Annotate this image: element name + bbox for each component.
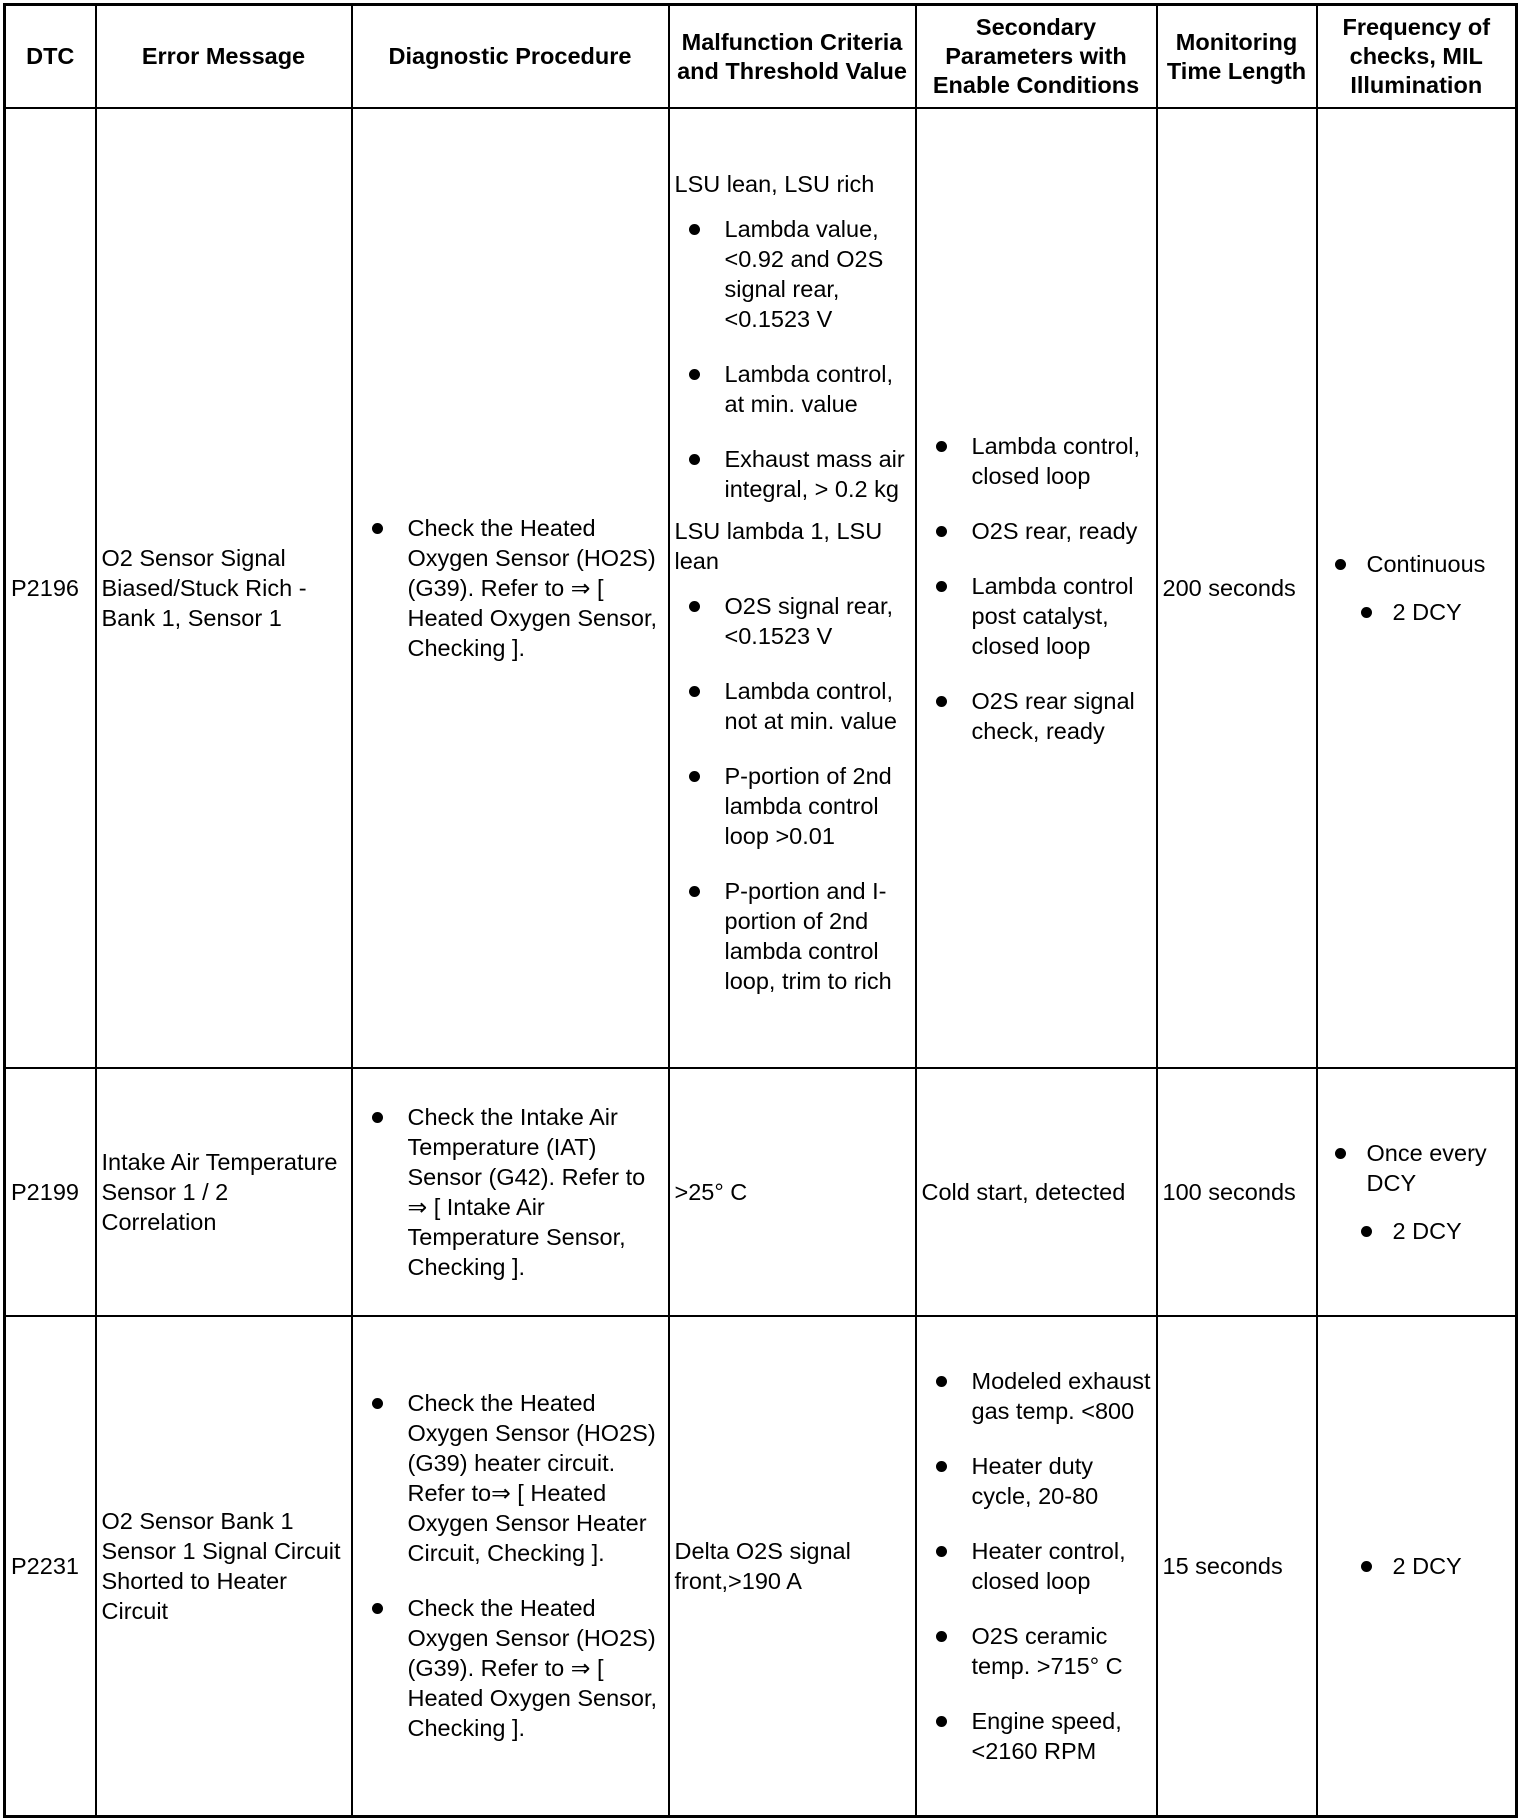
secondary-item: Heater control, closed loop	[922, 1536, 1151, 1596]
table-row	[5, 108, 1517, 1068]
criteria-item: Lambda control, not at min. value	[675, 676, 910, 736]
secondary-item: Modeled exhaust gas temp. <800	[922, 1366, 1151, 1426]
error-message: O2 Sensor Bank 1 Sensor 1 Signal Circuit Shorted to Heater Circuit	[96, 1316, 352, 1816]
diagnostic-procedure	[352, 1316, 669, 1816]
monitoring-time: 100 seconds	[1157, 1068, 1317, 1316]
header-diagnostic-procedure: Diagnostic Procedure	[352, 5, 669, 109]
error-message: Intake Air Temperature Sensor 1 / 2 Correlation	[96, 1068, 352, 1316]
criteria-item: O2S signal rear, <0.1523 V	[675, 591, 910, 651]
frequency-item: 2 DCY	[1349, 1551, 1511, 1581]
criteria-group-title: LSU lean, LSU rich	[674, 170, 875, 197]
diagnostic-procedure	[352, 108, 669, 1068]
frequency	[1317, 108, 1517, 1068]
table-row	[5, 1068, 1517, 1316]
procedure-item: Check the Heated Oxygen Sensor (HO2S) (G39). Refer to ⇒ [ Heated Oxygen Sensor, Checking ].	[358, 1593, 663, 1743]
dtc-code: P2196	[5, 108, 96, 1068]
criteria-item: P-portion of 2nd lambda control loop >0.01	[675, 761, 910, 851]
frequency-item: 2 DCY	[1349, 597, 1511, 627]
secondary-item: Heater duty cycle, 20-80	[922, 1451, 1151, 1511]
criteria-item: Exhaust mass air integral, > 0.2 kg	[675, 444, 910, 504]
header-error-message: Error Message	[96, 5, 352, 109]
secondary-item: O2S ceramic temp. >715° C	[922, 1621, 1151, 1681]
criteria-group-title: LSU lambda 1, LSU lean	[674, 517, 883, 574]
secondary-item: O2S rear, ready	[922, 516, 1151, 546]
header-dtc: DTC	[5, 5, 96, 109]
dtc-code: P2199	[5, 1068, 96, 1316]
error-message: O2 Sensor Signal Biased/Stuck Rich - Bank 1, Sensor 1	[96, 108, 352, 1068]
frequency-item: 2 DCY	[1349, 1216, 1511, 1246]
malfunction-criteria: >25° C	[669, 1068, 916, 1316]
secondary-item: Lambda control post catalyst, closed loop	[922, 571, 1151, 661]
secondary-parameters	[916, 108, 1157, 1068]
diagnostic-procedure	[352, 1068, 669, 1316]
criteria-item: Lambda control, at min. value	[675, 359, 910, 419]
header-secondary-parameters: Secondary Parameters with Enable Conditions	[916, 5, 1157, 109]
dtc-table	[3, 3, 1518, 1818]
header-row	[5, 5, 1517, 109]
criteria-item: Lambda value, <0.92 and O2S signal rear, <0.1523 V	[675, 214, 910, 334]
frequency-item: Once every DCY	[1323, 1138, 1511, 1198]
malfunction-criteria: Delta O2S signal front,>190 A	[669, 1316, 916, 1816]
frequency	[1317, 1316, 1517, 1816]
procedure-item: Check the Heated Oxygen Sensor (HO2S) (G39) heater circuit. Refer to⇒ [ Heated Oxygen Sensor Heater Circuit, Checking ].	[358, 1388, 663, 1568]
header-frequency: Frequency of checks, MIL Illumination	[1317, 5, 1517, 109]
procedure-item: Check the Intake Air Temperature (IAT) Sensor (G42). Refer to ⇒ [ Intake Air Temperature Sensor, Checking ].	[358, 1102, 663, 1282]
monitoring-time: 200 seconds	[1157, 108, 1317, 1068]
secondary-parameters: Cold start, detected	[916, 1068, 1157, 1316]
secondary-item: O2S rear signal check, ready	[922, 686, 1151, 746]
frequency-item: Continuous	[1323, 549, 1511, 579]
frequency	[1317, 1068, 1517, 1316]
dtc-document	[3, 3, 1518, 1818]
procedure-item: Check the Heated Oxygen Sensor (HO2S) (G39). Refer to ⇒ [ Heated Oxygen Sensor, Checking ].	[358, 513, 663, 663]
header-monitoring-time: Monitoring Time Length	[1157, 5, 1317, 109]
secondary-item: Engine speed, <2160 RPM	[922, 1706, 1151, 1766]
header-malfunction-criteria: Malfunction Criteria and Threshold Value	[669, 5, 916, 109]
monitoring-time: 15 seconds	[1157, 1316, 1317, 1816]
dtc-code: P2231	[5, 1316, 96, 1816]
secondary-parameters	[916, 1316, 1157, 1816]
criteria-item: P-portion and I-portion of 2nd lambda control loop, trim to rich	[675, 876, 910, 996]
malfunction-criteria	[669, 108, 916, 1068]
table-row	[5, 1316, 1517, 1816]
secondary-item: Lambda control, closed loop	[922, 431, 1151, 491]
